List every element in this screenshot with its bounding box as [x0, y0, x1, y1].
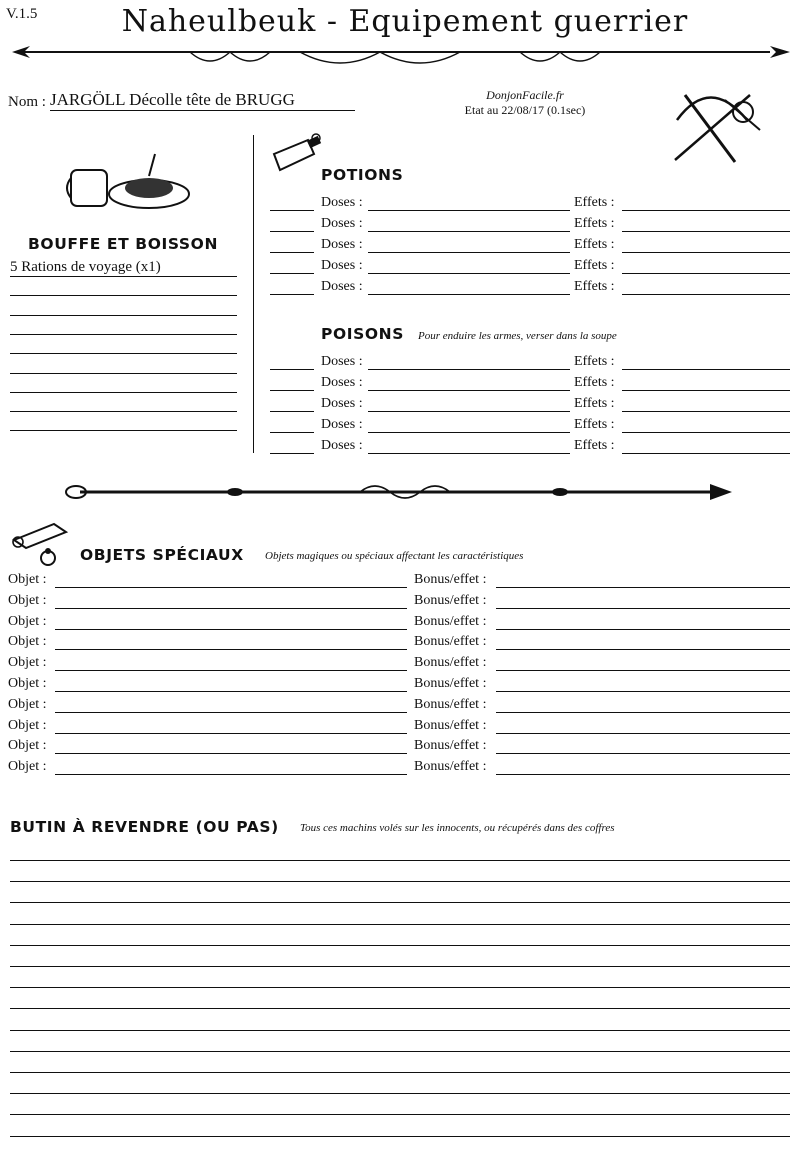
state-label: Etat au 22/08/17 (0.1sec)	[464, 103, 586, 117]
food-line[interactable]	[10, 375, 237, 393]
potions-name-field[interactable]	[270, 294, 314, 295]
food-line[interactable]	[10, 336, 237, 354]
bonus-label: Bonus/effet :	[414, 738, 487, 754]
bonus-field[interactable]	[496, 733, 790, 734]
object-field[interactable]	[55, 691, 407, 692]
loot-line[interactable]	[10, 1008, 790, 1009]
potions-section-title: POTIONS	[321, 166, 404, 184]
scroll-ring-icon	[8, 518, 78, 568]
potion-bottle-icon	[268, 132, 328, 182]
potions-doses-field[interactable]	[368, 231, 570, 232]
poisons-doses-label: Doses :	[321, 354, 363, 369]
object-label: Objet :	[8, 572, 47, 587]
potions-name-field[interactable]	[270, 252, 314, 253]
loot-line[interactable]	[10, 1051, 790, 1052]
loot-line[interactable]	[10, 987, 790, 988]
special-note: Objets magiques ou spéciaux affectant les caractéristiques	[265, 550, 524, 562]
poisons-note: Pour enduire les armes, verser dans la soupe	[418, 330, 617, 342]
potions-doses-field[interactable]	[368, 294, 570, 295]
bonus-label: Bonus/effet :	[414, 655, 487, 671]
potions-effects-label: Effets :	[574, 195, 615, 210]
potions-doses-field[interactable]	[368, 273, 570, 274]
page-title: Naheulbeuk - Equipement guerrier	[121, 4, 689, 39]
bonus-field[interactable]	[496, 670, 790, 671]
object-field[interactable]	[55, 753, 407, 754]
poisons-effects-label: Effets :	[574, 396, 615, 411]
potions-doses-label: Doses :	[321, 237, 363, 252]
name-field[interactable]: JARGÖLL Décolle tête de BRUGG	[50, 90, 355, 111]
object-label: Objet :	[8, 634, 47, 650]
potions-effects-field[interactable]	[622, 273, 790, 274]
potions-effects-label: Effets :	[574, 279, 615, 294]
loot-line[interactable]	[10, 1093, 790, 1094]
bonus-label: Bonus/effet :	[414, 634, 487, 650]
object-field[interactable]	[55, 774, 407, 775]
potions-name-field[interactable]	[270, 210, 314, 211]
version-label: V.1.5	[6, 6, 38, 22]
poisons-name-field[interactable]	[270, 369, 314, 370]
bonus-label: Bonus/effet :	[414, 676, 487, 691]
poisons-doses-field[interactable]	[368, 390, 570, 391]
object-label: Objet :	[8, 738, 47, 754]
object-field[interactable]	[55, 587, 407, 588]
poisons-doses-field[interactable]	[368, 453, 570, 454]
loot-line[interactable]	[10, 1030, 790, 1031]
poisons-effects-label: Effets :	[574, 375, 615, 390]
object-field[interactable]	[55, 733, 407, 734]
potions-doses-label: Doses :	[321, 195, 363, 210]
loot-line[interactable]	[10, 966, 790, 967]
bonus-field[interactable]	[496, 753, 790, 754]
poisons-doses-field[interactable]	[368, 369, 570, 370]
object-field[interactable]	[55, 608, 407, 609]
bonus-label: Bonus/effet :	[414, 613, 487, 629]
bonus-field[interactable]	[496, 774, 790, 775]
food-line[interactable]	[10, 317, 237, 335]
potions-effects-field[interactable]	[622, 294, 790, 295]
bonus-field[interactable]	[496, 587, 790, 588]
potions-effects-label: Effets :	[574, 216, 615, 231]
spear-icon	[0, 40, 800, 74]
food-section-title: BOUFFE ET BOISSON	[28, 235, 219, 253]
loot-line[interactable]	[10, 924, 790, 925]
poisons-effects-label: Effets :	[574, 417, 615, 432]
bonus-label: Bonus/effet :	[414, 717, 487, 733]
food-line[interactable]	[10, 356, 237, 374]
food-line[interactable]	[10, 278, 237, 296]
loot-line[interactable]	[10, 902, 790, 903]
potions-name-field[interactable]	[270, 273, 314, 274]
potions-effects-field[interactable]	[622, 210, 790, 211]
poisons-doses-field[interactable]	[368, 411, 570, 412]
bonus-field[interactable]	[496, 649, 790, 650]
poisons-effects-field[interactable]	[622, 369, 790, 370]
potions-effects-label: Effets :	[574, 258, 615, 273]
poisons-section-title: POISONS	[321, 325, 404, 343]
bonus-label: Bonus/effet :	[414, 696, 487, 712]
food-line[interactable]	[10, 394, 237, 412]
loot-line[interactable]	[10, 881, 790, 882]
potions-doses-field[interactable]	[368, 210, 570, 211]
poisons-doses-label: Doses :	[321, 396, 363, 411]
potions-doses-label: Doses :	[321, 258, 363, 273]
bonus-field[interactable]	[496, 629, 790, 630]
poisons-effects-field[interactable]	[622, 453, 790, 454]
name-label: Nom :	[8, 94, 46, 110]
poisons-name-field[interactable]	[270, 411, 314, 412]
food-line[interactable]	[10, 413, 237, 431]
crossed-weapons-icon	[665, 80, 765, 170]
poisons-doses-label: Doses :	[321, 417, 363, 432]
bonus-label: Bonus/effet :	[414, 572, 487, 587]
potions-doses-label: Doses :	[321, 216, 363, 231]
object-label: Objet :	[8, 759, 47, 775]
staff-divider-icon	[60, 478, 740, 508]
bonus-field[interactable]	[496, 608, 790, 609]
loot-line[interactable]	[10, 860, 790, 861]
object-label: Objet :	[8, 696, 47, 712]
poisons-effects-field[interactable]	[622, 432, 790, 433]
food-line[interactable]: 5 Rations de voyage (x1)	[10, 259, 237, 277]
poisons-name-field[interactable]	[270, 453, 314, 454]
poisons-effects-label: Effets :	[574, 438, 615, 453]
loot-note: Tous ces machins volés sur les innocents, ou récupérés dans des coffres	[300, 822, 615, 834]
object-label: Objet :	[8, 655, 47, 671]
object-field[interactable]	[55, 670, 407, 671]
loot-line[interactable]	[10, 1114, 790, 1115]
potions-effects-field[interactable]	[622, 231, 790, 232]
potions-effects-label: Effets :	[574, 237, 615, 252]
bonus-label: Bonus/effet :	[414, 759, 487, 775]
loot-line[interactable]	[10, 1136, 790, 1137]
object-field[interactable]	[55, 649, 407, 650]
poisons-name-field[interactable]	[270, 432, 314, 433]
site-label: DonjonFacile.fr	[486, 88, 564, 102]
potions-name-field[interactable]	[270, 231, 314, 232]
special-section-title: OBJETS SPÉCIAUX	[80, 546, 244, 564]
poisons-doses-field[interactable]	[368, 432, 570, 433]
loot-section-title: BUTIN À REVENDRE (OU PAS)	[10, 818, 279, 836]
bonus-field[interactable]	[496, 712, 790, 713]
poisons-effects-label: Effets :	[574, 354, 615, 369]
poisons-effects-field[interactable]	[622, 411, 790, 412]
poisons-doses-label: Doses :	[321, 438, 363, 453]
object-label: Objet :	[8, 613, 47, 629]
food-plate-icon	[65, 150, 195, 215]
bonus-label: Bonus/effet :	[414, 592, 487, 608]
potions-effects-field[interactable]	[622, 252, 790, 253]
potions-doses-field[interactable]	[368, 252, 570, 253]
object-label: Objet :	[8, 717, 47, 733]
potions-doses-label: Doses :	[321, 279, 363, 294]
object-field[interactable]	[55, 629, 407, 630]
object-field[interactable]	[55, 712, 407, 713]
column-divider	[253, 135, 254, 453]
loot-line[interactable]	[10, 945, 790, 946]
bonus-field[interactable]	[496, 691, 790, 692]
loot-line[interactable]	[10, 1072, 790, 1073]
poisons-effects-field[interactable]	[622, 390, 790, 391]
food-line[interactable]	[10, 298, 237, 316]
poisons-doses-label: Doses :	[321, 375, 363, 390]
poisons-name-field[interactable]	[270, 390, 314, 391]
object-label: Objet :	[8, 676, 47, 691]
object-label: Objet :	[8, 592, 47, 608]
